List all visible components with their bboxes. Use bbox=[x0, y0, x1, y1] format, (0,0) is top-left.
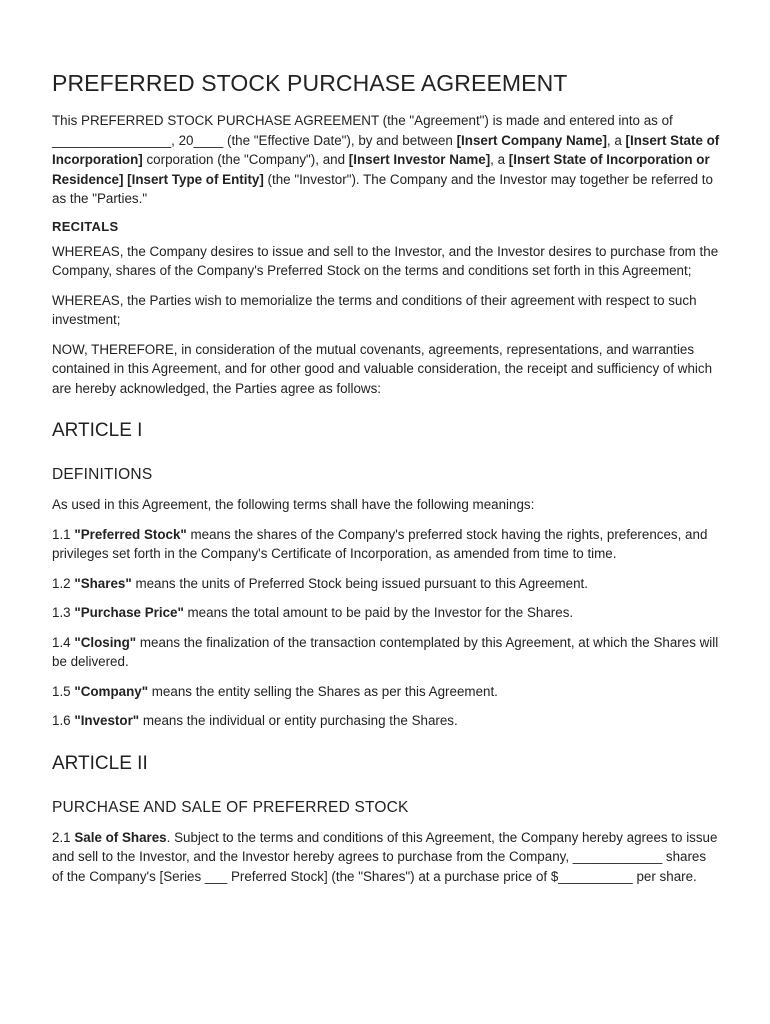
intro-text-5: (the "Investor"). The Company and the Investor may together be referred to as the "Parties." bbox=[52, 171, 713, 206]
intro-paragraph bbox=[52, 111, 720, 209]
definitions-intro: As used in this Agreement, the following terms shall have the following meanings: bbox=[52, 497, 535, 512]
definition-text: means the finalization of the transaction contemplated by this Agreement, at which the Shares will be delivered. bbox=[52, 634, 719, 669]
intro-text-4: , a bbox=[490, 152, 509, 167]
definition-text: means the total amount to be paid by the Investor for the Shares. bbox=[183, 605, 574, 620]
recital-paragraph-1: WHEREAS, the Company desires to issue and sell to the Investor, and the Investor desires to purchase from the Company, shares of the Company's Preferred Stock on the terms and conditions set forth in this Agreement; bbox=[52, 243, 719, 278]
intro-text-2: , a bbox=[606, 132, 626, 148]
definition-term: "Shares" bbox=[74, 575, 132, 591]
definition-1-4 bbox=[52, 633, 720, 672]
definition-number: 1.5 bbox=[52, 683, 75, 699]
article-1-heading: ARTICLE I bbox=[52, 420, 143, 441]
intro-text-3: corporation (the "Company"), and bbox=[142, 152, 349, 167]
company-name-placeholder: [Insert Company Name] bbox=[456, 132, 607, 148]
definition-1-3 bbox=[52, 603, 720, 623]
definition-term: "Purchase Price" bbox=[74, 605, 184, 620]
section-2-1 bbox=[52, 828, 720, 887]
definition-number: 1.4 bbox=[52, 634, 75, 650]
definition-text: means the shares of the Company's preferred stock having the rights, preferences, and privileges set forth in the Company's Certificate of Incorporation, as amended from time to time. bbox=[52, 526, 708, 561]
definitions-heading: DEFINITIONS bbox=[52, 466, 153, 483]
investor-name-placeholder: [Insert Investor Name] bbox=[348, 152, 491, 167]
recital-paragraph-2: WHEREAS, the Parties wish to memorialize the terms and conditions of their agreement with respect to such investment; bbox=[52, 292, 697, 327]
definition-term: "Closing" bbox=[74, 634, 137, 650]
definition-number: 1.1 bbox=[52, 526, 75, 542]
section-term: Sale of Shares bbox=[74, 829, 167, 845]
definition-1-2 bbox=[52, 574, 720, 594]
definition-term: "Preferred Stock" bbox=[74, 526, 187, 542]
definition-text: means the entity selling the Shares as per this Agreement. bbox=[148, 683, 498, 699]
recitals-heading: RECITALS bbox=[52, 218, 119, 234]
definition-term: "Investor" bbox=[74, 713, 140, 728]
definition-text: means the individual or entity purchasing the Shares. bbox=[139, 713, 458, 728]
definition-number: 1.6 bbox=[52, 713, 75, 728]
section-text: . Subject to the terms and conditions of this Agreement, the Company hereby agrees to issue and sell to the Investor, and the Investor hereby agrees to purchase from the Company, ____________ shares of the Company's [Series ___ Preferred Stock] (the "Shares") at a purchase price of $__________ per share. bbox=[52, 829, 718, 884]
definition-1-5 bbox=[52, 682, 720, 702]
purchase-sale-heading: PURCHASE AND SALE OF PREFERRED STOCK bbox=[52, 798, 409, 816]
definition-number: 1.3 bbox=[52, 605, 75, 620]
document-title: PREFERRED STOCK PURCHASE AGREEMENT bbox=[52, 70, 568, 96]
definition-1-6 bbox=[52, 711, 720, 731]
section-number: 2.1 bbox=[52, 829, 75, 845]
definition-text: means the units of Preferred Stock being issued pursuant to this Agreement. bbox=[131, 575, 589, 591]
recital-paragraph-3: NOW, THEREFORE, in consideration of the mutual covenants, agreements, representations, and warranties contained in this Agreement, and for other good and valuable consideration, the receipt and sufficiency of which are hereby acknowledged, the Parties agree as follows: bbox=[52, 341, 713, 396]
article-2-heading: ARTICLE II bbox=[52, 752, 148, 774]
investor-state-entity-placeholder: [Insert State of Incorporation or Residence] [Insert Type of Entity] bbox=[52, 152, 710, 187]
definition-number: 1.2 bbox=[52, 575, 75, 591]
intro-text-1: This PREFERRED STOCK PURCHASE AGREEMENT (the "Agreement") is made and entered into as of ________________, 20____ (the "Effective Date"), by and between bbox=[52, 113, 673, 148]
state-placeholder: [Insert State of Incorporation] bbox=[52, 132, 720, 167]
definition-1-1 bbox=[52, 525, 720, 564]
definition-term: "Company" bbox=[74, 683, 149, 699]
